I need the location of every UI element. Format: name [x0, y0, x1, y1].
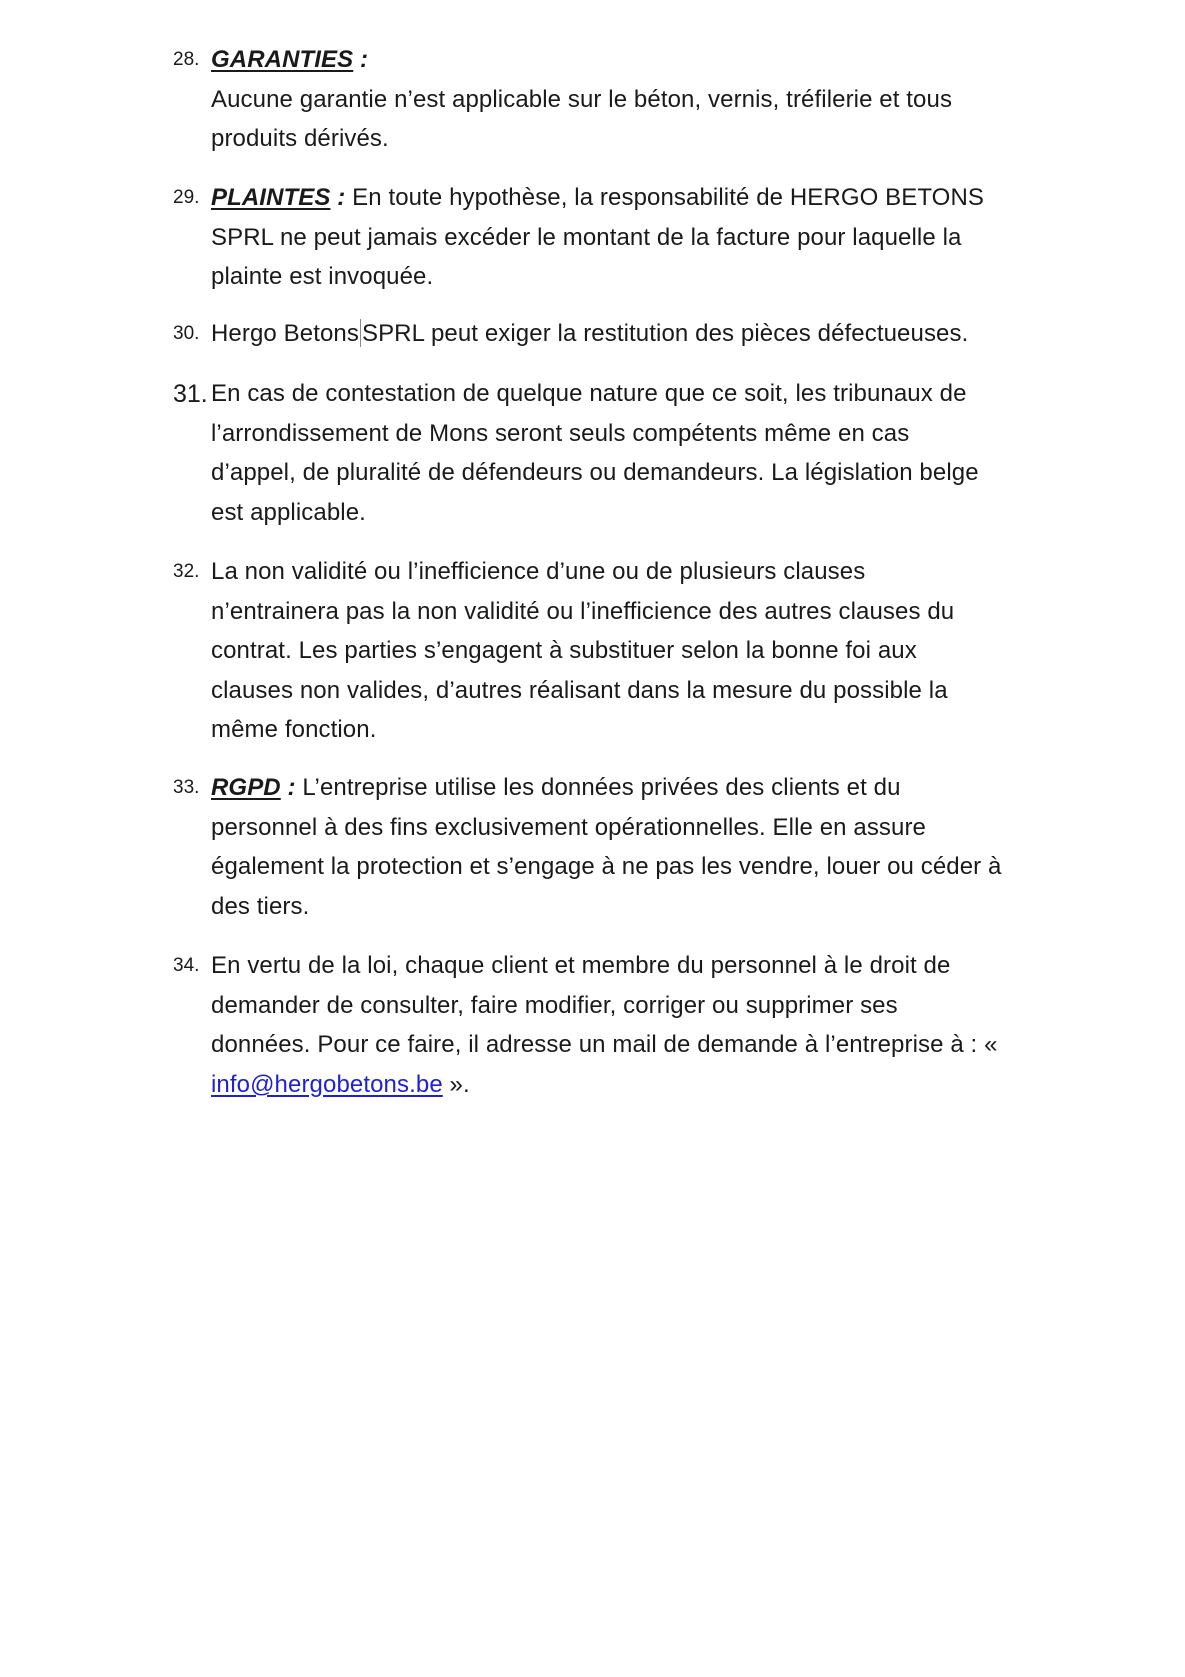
clause-title-colon: :	[353, 46, 369, 73]
clause-text	[211, 552, 1053, 750]
clause-30	[173, 314, 1053, 354]
text-line: est applicable.	[211, 498, 366, 526]
text-line: demander de consulter, faire modifier, corriger ou supprimer ses	[211, 991, 898, 1019]
text-line: même fonction.	[211, 716, 377, 743]
clause-text	[211, 314, 1053, 354]
clause-number: 33.	[173, 777, 200, 798]
text-line: Aucune garantie n’est applicable sur le béton, vernis, tréfilerie et tous	[211, 85, 953, 113]
clause-number: 28.	[173, 49, 200, 70]
clause-title-colon: :	[330, 184, 346, 211]
clause-text	[211, 178, 1053, 297]
email-link[interactable]: info@hergobetons.be	[211, 1070, 443, 1098]
text-line: données. Pour ce faire, il adresse un mail de demande à l’entreprise à : «	[211, 1031, 998, 1058]
clause-number: 30.	[173, 323, 200, 344]
text-line: l’arrondissement de Mons seront seuls compétents même en cas	[211, 419, 910, 447]
clause-number: 29.	[173, 187, 200, 208]
clause-title: PLAINTES	[211, 184, 331, 211]
clause-title-colon: :	[280, 774, 296, 801]
text-cursor	[360, 319, 361, 347]
text-segment: ».	[442, 1070, 470, 1098]
text-line: SPRL ne peut jamais excéder le montant de la facture pour laquelle la	[211, 223, 962, 251]
text-line: personnel à des fins exclusivement opérationnelles. Elle en assure	[211, 813, 927, 841]
text-line: d’appel, de pluralité de défendeurs ou demandeurs. La législation belge	[211, 459, 979, 486]
clause-34	[173, 946, 1053, 1104]
clause-title: RGPD	[211, 774, 281, 801]
clause-29	[173, 178, 1053, 297]
text-line: plainte est invoquée.	[211, 263, 434, 290]
text-line	[211, 1065, 1053, 1105]
clause-title-line	[211, 178, 1053, 218]
clause-number: 34.	[173, 955, 200, 976]
text-line: L’entreprise utilise les données privées des clients et du	[295, 774, 901, 801]
text-line: des tiers.	[211, 892, 310, 920]
clause-number: 31.	[173, 380, 208, 408]
text-segment: Hergo Betons	[211, 320, 359, 347]
text-line	[211, 314, 1053, 354]
clause-title: GARANTIES	[211, 46, 354, 73]
clause-text	[211, 946, 1053, 1104]
text-line: La non validité ou l’inefficience d’une ou de plusieurs clauses	[211, 558, 866, 585]
text-line: n’entrainera pas la non validité ou l’inefficience des autres clauses du	[211, 597, 955, 625]
text-line: En toute hypothèse, la responsabilité de HERGO BETONS	[345, 184, 984, 211]
text-line: En cas de contestation de quelque nature que ce soit, les tribunaux de	[211, 380, 967, 407]
clause-text	[211, 374, 1053, 532]
clause-text	[211, 40, 1053, 159]
text-line: clauses non valides, d’autres réalisant dans la mesure du possible la	[211, 676, 948, 704]
clause-32	[173, 552, 1053, 750]
clause-28	[173, 40, 1053, 159]
clause-33	[173, 768, 1053, 926]
text-line: En vertu de la loi, chaque client et membre du personnel à le droit de	[211, 952, 951, 979]
clause-31	[173, 374, 1053, 532]
text-line: contrat. Les parties s’engagent à substituer selon la bonne foi aux	[211, 637, 917, 664]
clause-text	[211, 768, 1053, 926]
text-line: également la protection et s’engage à ne pas les vendre, louer ou céder à	[211, 853, 1002, 880]
clause-title-line	[211, 768, 1053, 808]
clause-title-line	[211, 40, 1053, 80]
clause-number: 32.	[173, 561, 200, 582]
text-segment: SPRL peut exiger la restitution des pièces défectueuses.	[361, 320, 969, 347]
text-line: produits dérivés.	[211, 125, 389, 152]
